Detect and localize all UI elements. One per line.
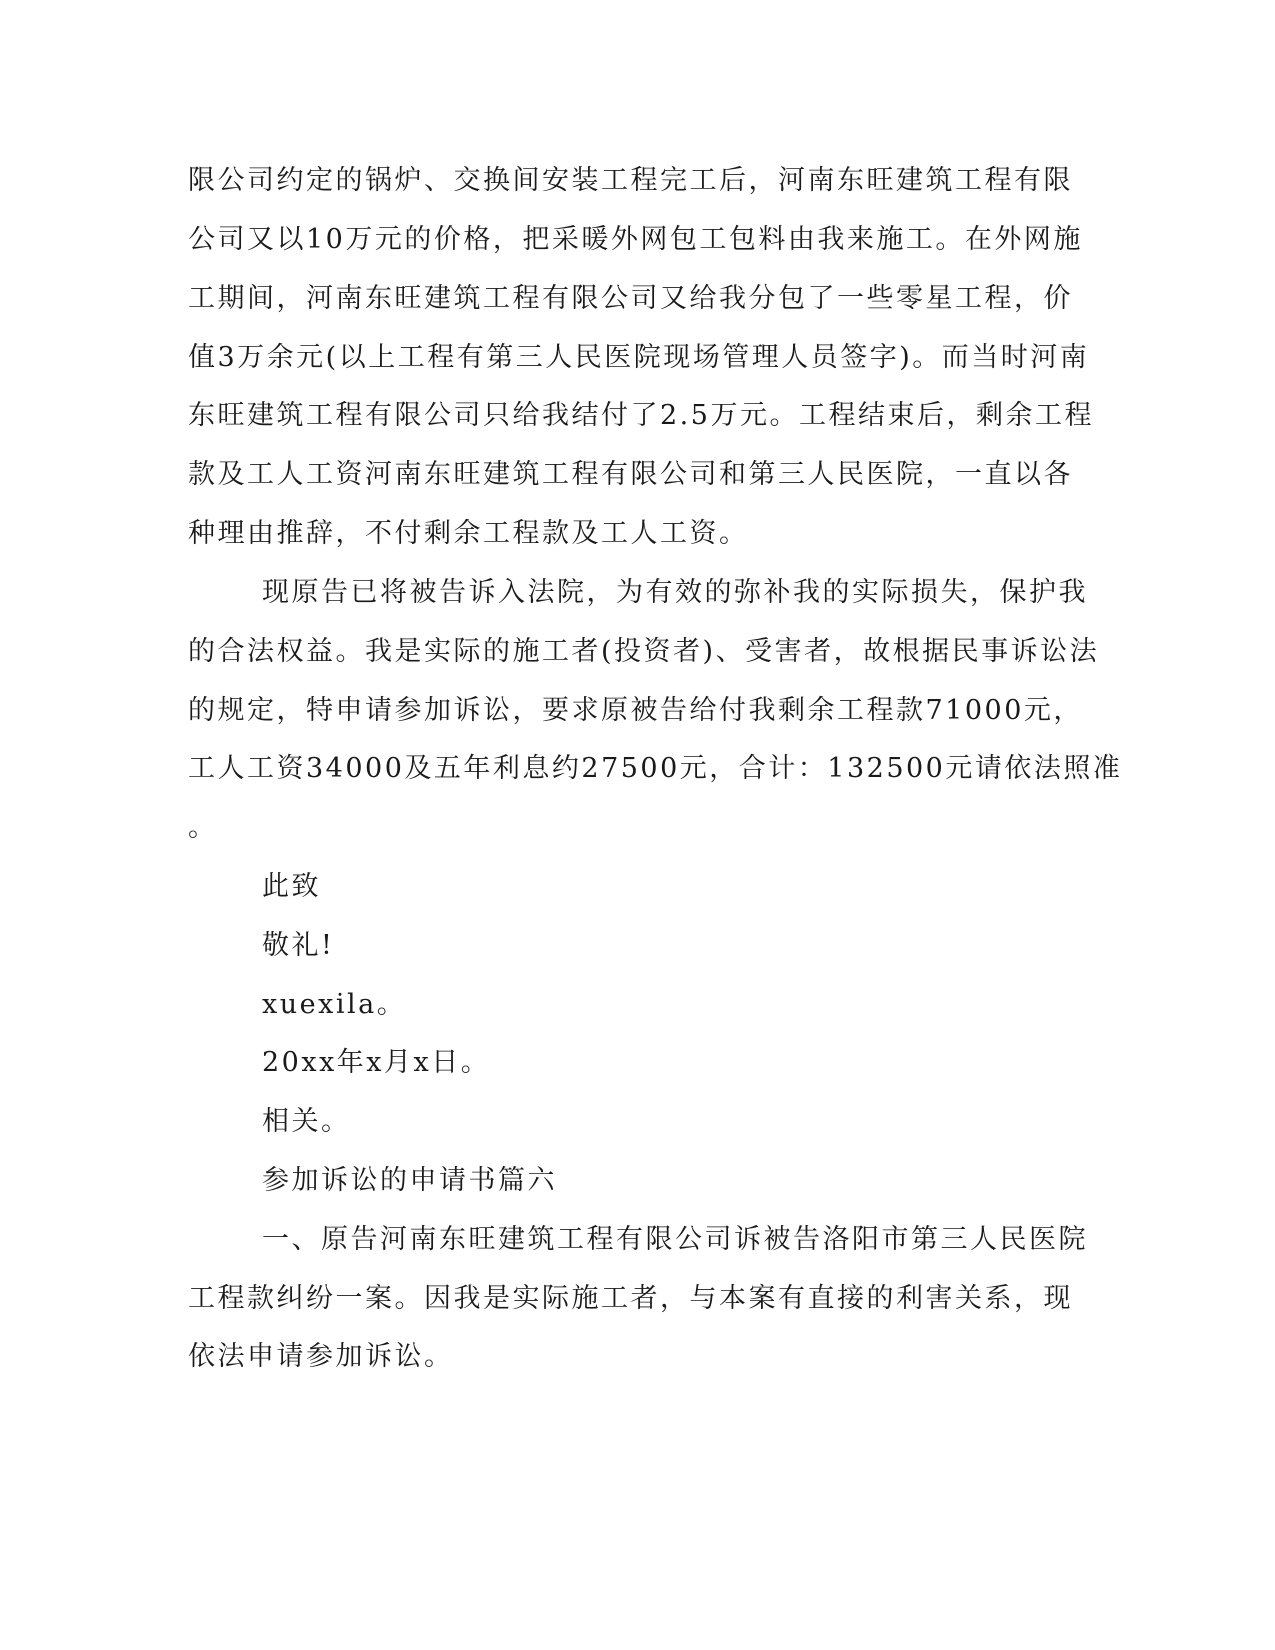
paragraph-2-line-3: 的规定，特申请参加诉讼，要求原被告给付我剩余工程款71000元， (188, 695, 1083, 726)
paragraph-3-line-3: 依法申请参加诉讼。 (188, 1341, 454, 1372)
date-line: 20xx年x月x日。 (262, 1047, 491, 1078)
paragraph-2-line-4: 工人工资34000及五年利息约27500元，合计：132500元请依法照准 (188, 753, 1123, 784)
signature: xuexila。 (262, 989, 407, 1020)
paragraph-2-line-5: 。 (188, 812, 218, 843)
paragraph-1-line-7: 种理由推辞，不付剩余工程款及工人工资。 (188, 518, 749, 549)
paragraph-1-line-2: 公司又以10万元的价格，把采暖外网包工包料由我来施工。在外网施 (188, 224, 1083, 255)
paragraph-1-line-1: 限公司约定的锅炉、交换间安装工程完工后，河南东旺建筑工程有限 (188, 165, 1073, 196)
paragraph-1-line-4: 值3万余元(以上工程有第三人民医院现场管理人员签字)。而当时河南 (188, 342, 1090, 373)
paragraph-3-line-1: 一、原告河南东旺建筑工程有限公司诉被告洛阳市第三人民医院 (262, 1224, 1088, 1255)
paragraph-1-line-6: 款及工人工资河南东旺建筑工程有限公司和第三人民医院，一直以各 (188, 459, 1073, 490)
paragraph-2-line-2: 的合法权益。我是实际的施工者(投资者)、受害者，故根据民事诉讼法 (188, 636, 1100, 667)
respect-line: 敬礼! (262, 930, 335, 961)
salutation: 此致 (262, 871, 321, 902)
section-title: 参加诉讼的申请书篇六 (262, 1165, 557, 1196)
paragraph-1-line-3: 工期间，河南东旺建筑工程有限公司又给我分包了一些零星工程，价 (188, 283, 1073, 314)
paragraph-1-line-5: 东旺建筑工程有限公司只给我结付了2.5万元。工程结束后，剩余工程 (188, 400, 1094, 431)
related-line: 相关。 (262, 1106, 351, 1137)
paragraph-3-line-2: 工程款纠纷一案。因我是实际施工者，与本案有直接的利害关系，现 (188, 1283, 1073, 1314)
paragraph-2-line-1: 现原告已将被告诉入法院，为有效的弥补我的实际损失，保护我 (262, 577, 1088, 608)
